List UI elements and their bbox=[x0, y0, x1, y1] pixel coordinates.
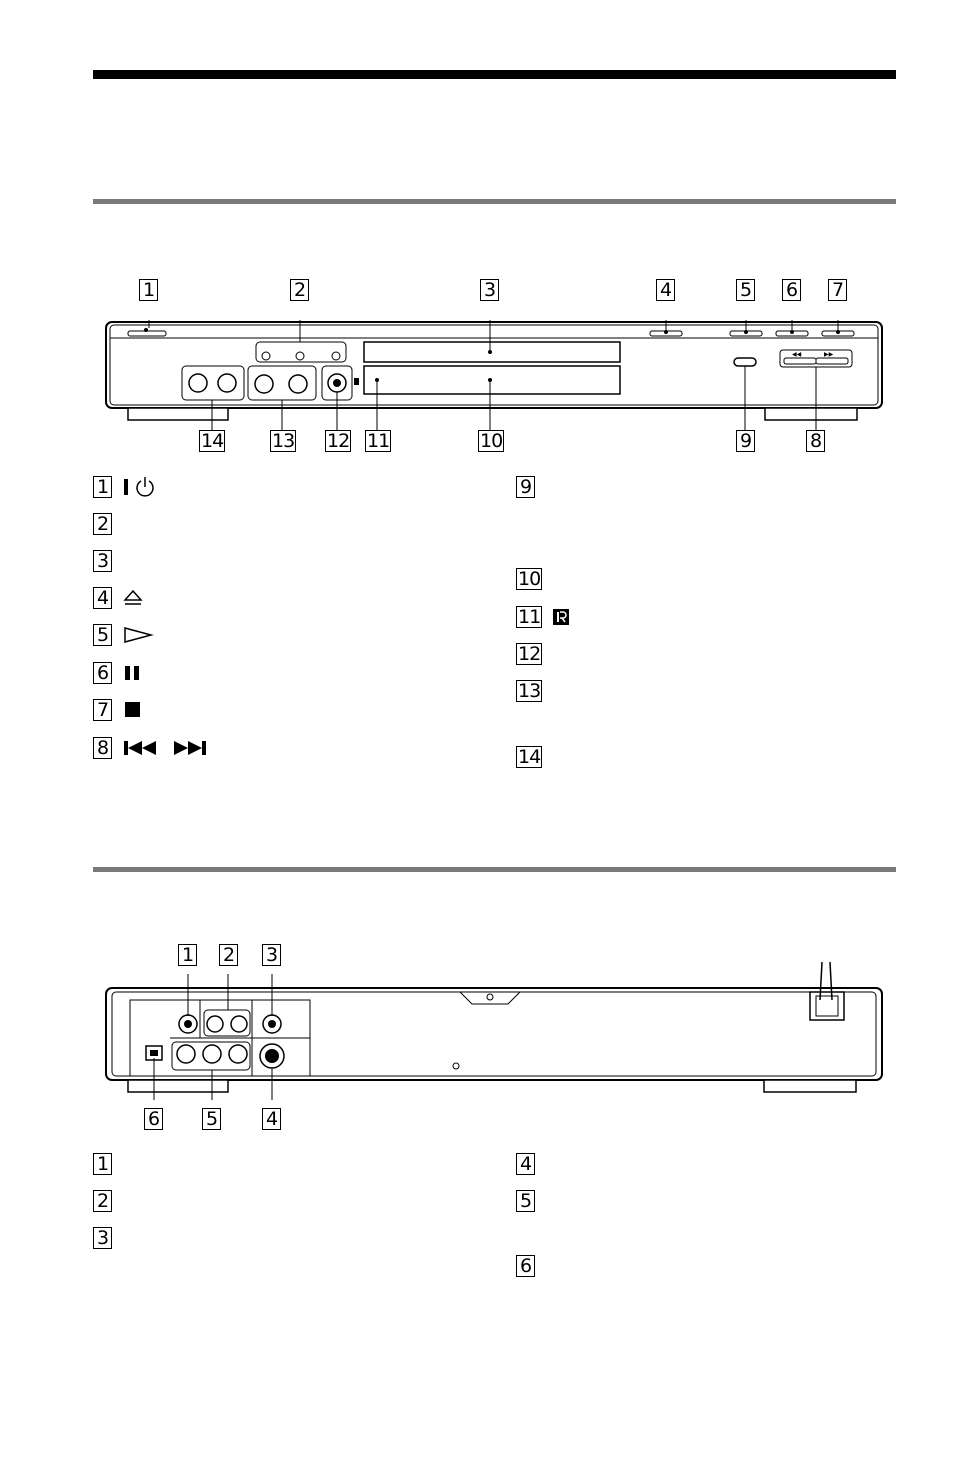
eject-icon bbox=[122, 587, 144, 609]
top-heading-rule bbox=[93, 70, 896, 79]
front-legend-8: 8 bbox=[93, 736, 218, 760]
rear-panel-illustration bbox=[100, 960, 890, 1100]
front-callout-11: 11 bbox=[367, 429, 390, 452]
rear-legend-1: 1 bbox=[93, 1152, 112, 1176]
front-callout-3: 3 bbox=[480, 279, 499, 301]
front-legend-6: 6 bbox=[93, 661, 144, 685]
front-legend-2: 2 bbox=[93, 512, 112, 536]
rear-panel-section-rule bbox=[93, 867, 896, 872]
front-callout-10: 10 bbox=[480, 429, 503, 452]
rear-callout-4: 4 bbox=[262, 1108, 281, 1130]
front-callout-4: 4 bbox=[656, 279, 675, 301]
stop-icon bbox=[122, 699, 144, 721]
front-legend-12: 12 bbox=[518, 642, 541, 665]
rear-legend-6: 6 bbox=[516, 1254, 535, 1278]
front-panel-section-rule bbox=[93, 199, 896, 204]
front-callout-13: 13 bbox=[272, 429, 295, 452]
play-icon bbox=[122, 624, 154, 646]
front-legend-3: 3 bbox=[93, 549, 112, 573]
remote-sensor-icon bbox=[552, 608, 570, 626]
svg-text:◀◀: ◀◀ bbox=[792, 351, 802, 358]
front-legend-9: 9 bbox=[516, 475, 535, 499]
front-legend-11: 11 bbox=[516, 605, 570, 629]
front-callout-9: 9 bbox=[736, 430, 755, 452]
rear-legend-3: 3 bbox=[93, 1226, 112, 1250]
front-callout-12: 12 bbox=[327, 429, 350, 452]
power-on-standby-icon bbox=[122, 476, 156, 498]
rear-callout-3: 3 bbox=[262, 944, 281, 966]
front-legend-1: 1 bbox=[93, 475, 156, 499]
front-callout-2: 2 bbox=[290, 279, 309, 301]
front-callout-1: 1 bbox=[139, 279, 158, 301]
front-callout-14: 14 bbox=[201, 429, 224, 452]
front-legend-4: 4 bbox=[93, 586, 144, 610]
front-legend-13: 13 bbox=[518, 679, 541, 702]
rear-callout-6: 6 bbox=[144, 1108, 163, 1130]
rear-callout-5: 5 bbox=[202, 1108, 221, 1130]
pause-icon bbox=[122, 662, 144, 684]
front-legend-5: 5 bbox=[93, 623, 154, 647]
rear-legend-5: 5 bbox=[516, 1189, 535, 1213]
front-legend-7: 7 bbox=[93, 698, 144, 722]
front-callout-5: 5 bbox=[736, 279, 755, 301]
rear-legend-2: 2 bbox=[93, 1189, 112, 1213]
front-callout-8: 8 bbox=[806, 430, 825, 452]
front-legend-10: 10 bbox=[518, 567, 541, 590]
front-callout-7: 7 bbox=[828, 279, 847, 301]
prev-next-icon bbox=[122, 737, 218, 759]
svg-text:▶▶: ▶▶ bbox=[824, 351, 834, 358]
front-legend-14: 14 bbox=[518, 745, 541, 768]
rear-callout-2: 2 bbox=[219, 944, 238, 966]
rear-legend-4: 4 bbox=[516, 1152, 535, 1176]
rear-callout-1: 1 bbox=[178, 944, 197, 966]
front-callout-6: 6 bbox=[782, 279, 801, 301]
front-panel-illustration bbox=[100, 320, 890, 430]
